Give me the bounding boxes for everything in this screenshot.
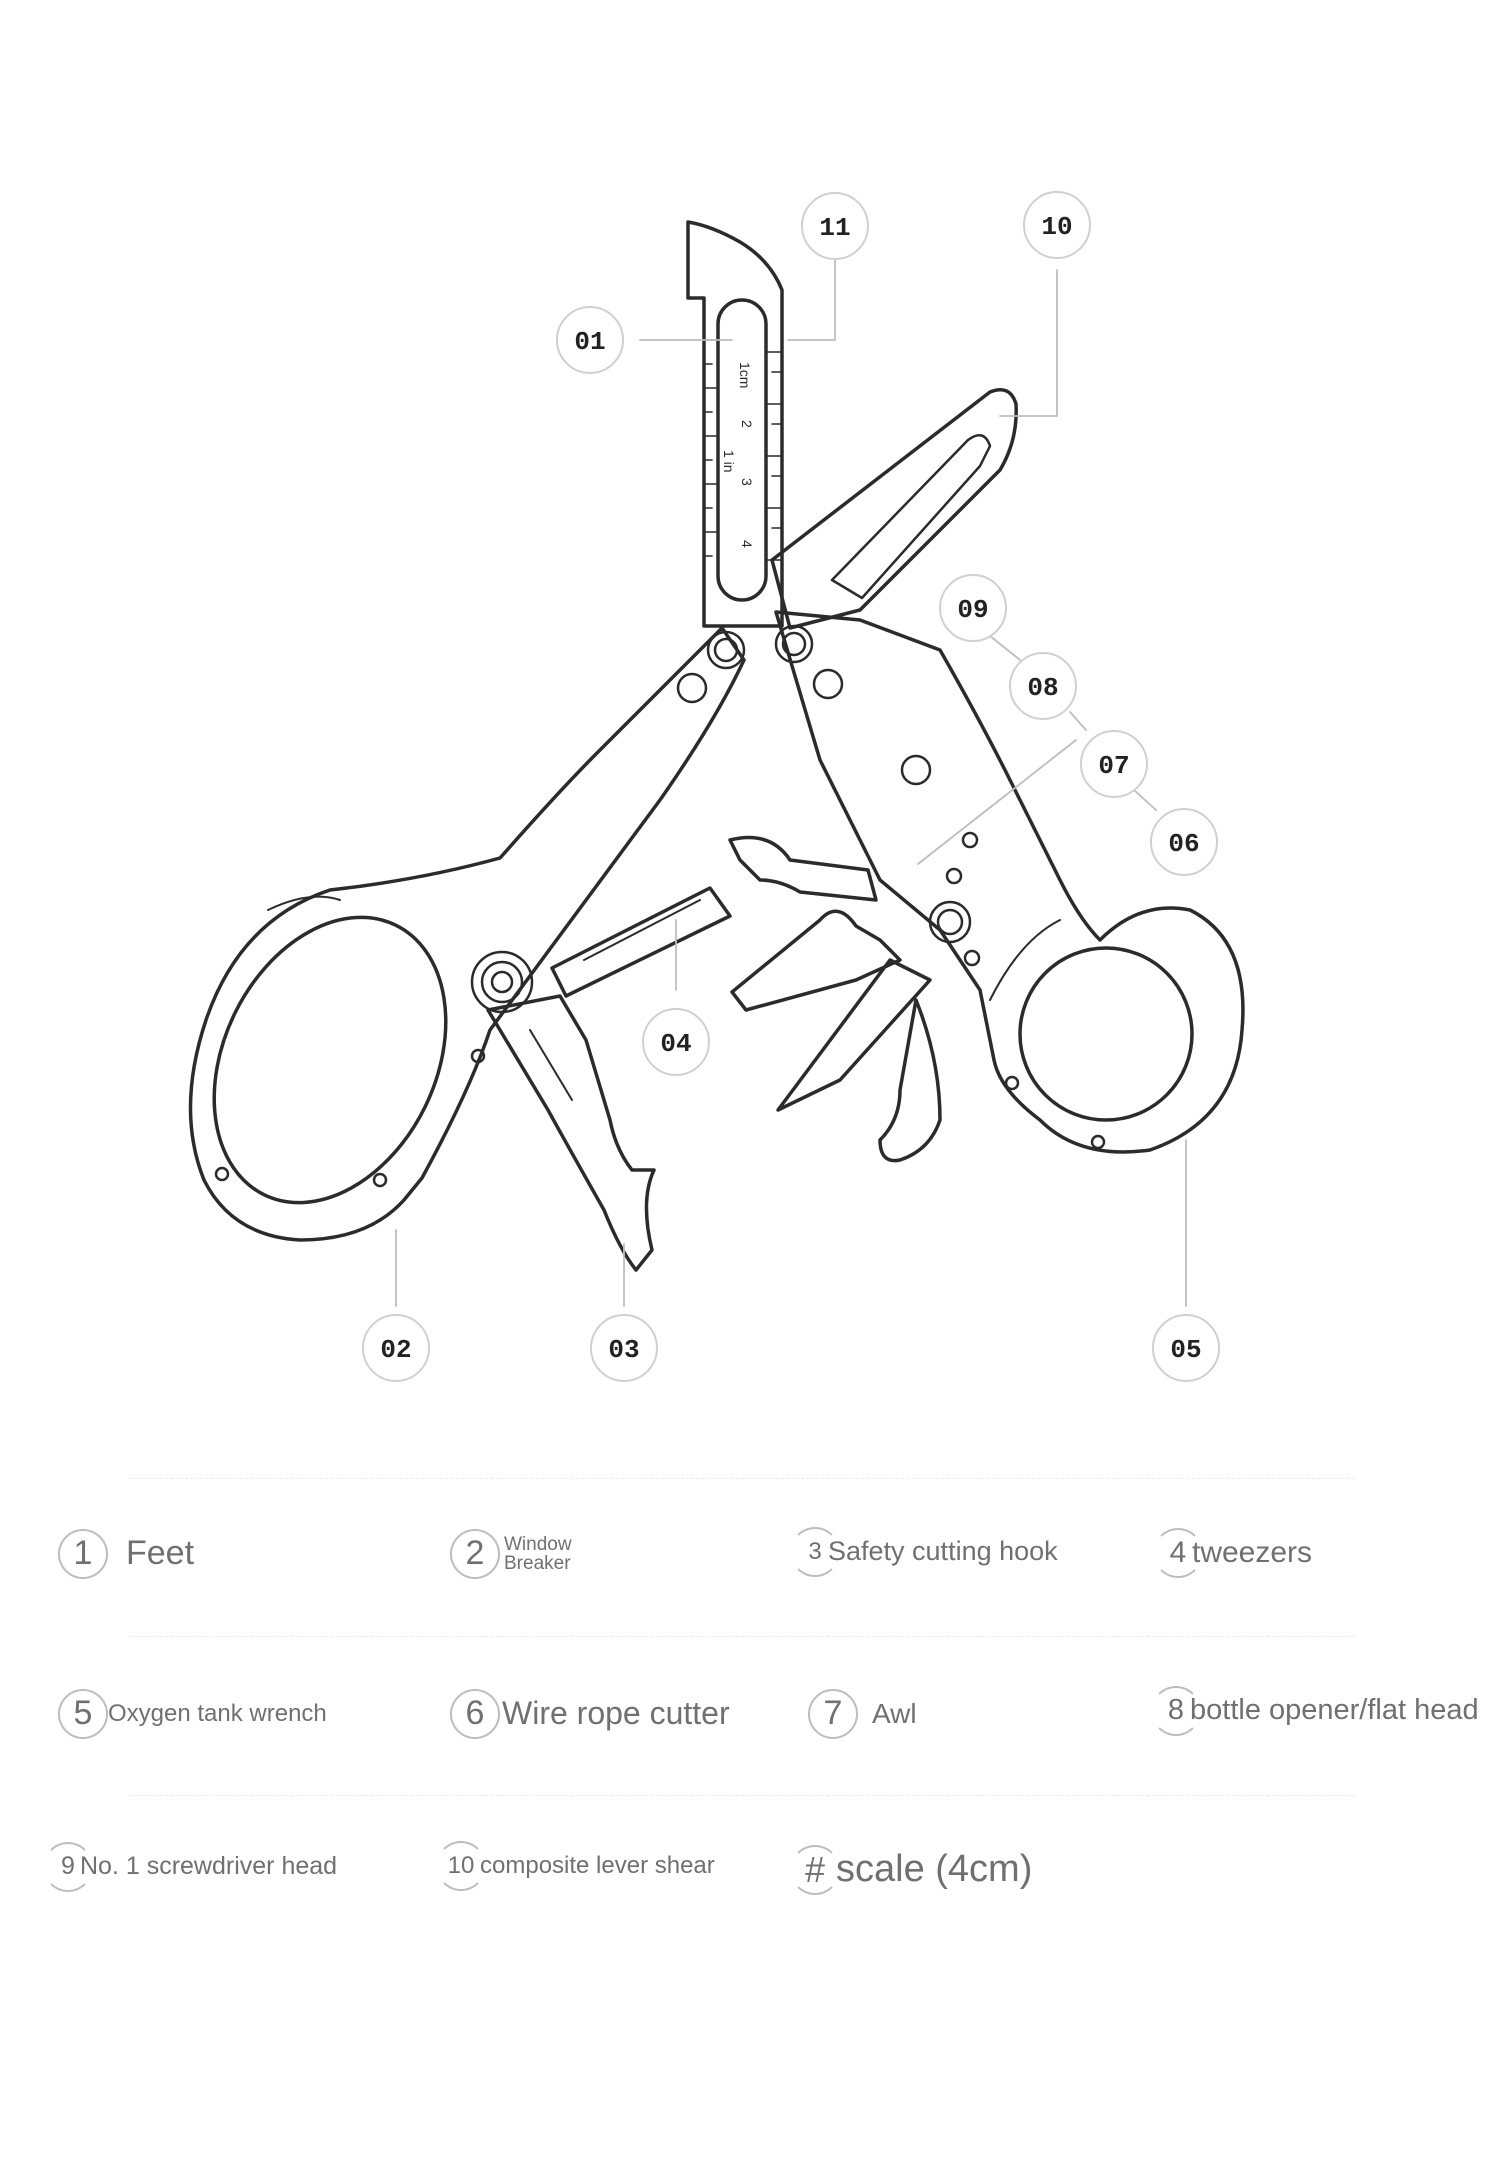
legend-label: No. 1 screwdriver head <box>80 1852 338 1880</box>
legend-number <box>450 1534 500 1573</box>
callout-02-text: 02 <box>380 1335 412 1365</box>
legend-number <box>58 1534 108 1573</box>
legend-number-text: # <box>804 1848 826 1890</box>
callout-11 <box>802 193 868 259</box>
legend-number <box>804 1538 826 1566</box>
legend-number-text: 3 <box>808 1537 822 1565</box>
legend-number <box>446 1852 476 1880</box>
legend-number-text: 6 <box>465 1694 485 1732</box>
legend-number-text: 5 <box>73 1694 93 1732</box>
callout-10-text: 10 <box>1041 212 1073 242</box>
ruler-mark-1cm: 1cm <box>737 362 753 389</box>
legend-number <box>450 1694 500 1733</box>
legend-number <box>808 1694 858 1733</box>
legend-label-line2: Breaker <box>504 1552 571 1574</box>
legend-item-wire-rope-cutter <box>450 1694 730 1733</box>
ruler-mark-2: 2 <box>739 420 755 428</box>
ruler-mark-4: 4 <box>739 540 755 548</box>
legend-item-lever-shear <box>446 1852 715 1880</box>
tweezers <box>552 888 730 996</box>
legend-item-screwdriver <box>58 1852 337 1881</box>
legend-item-safety-cutting-hook <box>804 1536 1058 1567</box>
legend-label: tweezers <box>1192 1536 1313 1569</box>
callout-09-text: 09 <box>957 595 989 625</box>
legend-item-tweezers <box>1166 1536 1312 1570</box>
legend-number-text: 10 <box>447 1852 475 1879</box>
legend-number-text: 1 <box>73 1534 93 1572</box>
legend-item-bottle-opener <box>1164 1694 1479 1727</box>
callout-05-text: 05 <box>1170 1335 1202 1365</box>
legend-divider <box>130 1478 1355 1479</box>
legend-number <box>58 1694 108 1733</box>
callout-02 <box>363 1315 429 1381</box>
callout-06-text: 06 <box>1168 829 1200 859</box>
legend-divider <box>130 1795 1355 1796</box>
callout-05 <box>1153 1315 1219 1381</box>
callout-04 <box>643 1009 709 1075</box>
leader-lines <box>396 260 1186 1306</box>
legend-label <box>504 1535 572 1573</box>
legend-number-text: 2 <box>465 1534 485 1572</box>
legend-number <box>1164 1694 1188 1727</box>
callout-01-text: 01 <box>574 327 606 357</box>
ruler-blade <box>688 222 782 626</box>
left-handle <box>169 628 744 1241</box>
callout-01 <box>557 307 623 373</box>
legend-label: bottle opener/flat head <box>1190 1694 1479 1726</box>
legend-label: scale (4cm) <box>836 1848 1033 1890</box>
callout-03 <box>591 1315 657 1381</box>
legend-number-text: 7 <box>823 1694 843 1732</box>
legend-label-line1: Window <box>504 1533 572 1555</box>
callout-10 <box>1024 192 1090 258</box>
pivot-rivets <box>216 626 1104 1186</box>
callout-11-text: 11 <box>819 213 851 243</box>
legend-item-scale <box>802 1848 1032 1891</box>
legend-divider <box>130 1636 1355 1637</box>
legend-number <box>58 1852 78 1881</box>
legend-label: Safety cutting hook <box>828 1536 1058 1566</box>
legend-label: Wire rope cutter <box>502 1695 730 1731</box>
legend-number-text: 9 <box>61 1852 75 1880</box>
legend-item-feet <box>58 1534 194 1573</box>
callout-04-text: 04 <box>660 1029 692 1059</box>
legend-number-text: 8 <box>1167 1694 1185 1726</box>
legend-item-window-breaker <box>450 1534 572 1573</box>
legend-number <box>1166 1536 1190 1570</box>
callout-08 <box>1010 653 1076 719</box>
legend-label: Feet <box>126 1534 195 1572</box>
legend-number-text: 4 <box>1169 1536 1187 1569</box>
legend-label: Oxygen tank wrench <box>108 1699 327 1727</box>
legend-number <box>802 1849 828 1891</box>
callout-07 <box>1081 731 1147 797</box>
legend-label: Awl <box>872 1697 917 1729</box>
callout-09 <box>940 575 1006 641</box>
callout-08-text: 08 <box>1027 673 1059 703</box>
tool-assembly <box>730 838 940 1161</box>
legend-item-awl <box>808 1694 917 1733</box>
legend-item-oxygen-tank-wrench <box>58 1694 327 1733</box>
callout-03-text: 03 <box>608 1335 640 1365</box>
legend-label: composite lever shear <box>480 1852 715 1879</box>
ruler-mark-3: 3 <box>739 478 755 486</box>
callout-07-text: 07 <box>1098 751 1130 781</box>
cutting-hook-arm <box>488 996 654 1270</box>
callout-06 <box>1151 809 1217 875</box>
ruler-mark-1in: 1 in <box>721 450 737 473</box>
